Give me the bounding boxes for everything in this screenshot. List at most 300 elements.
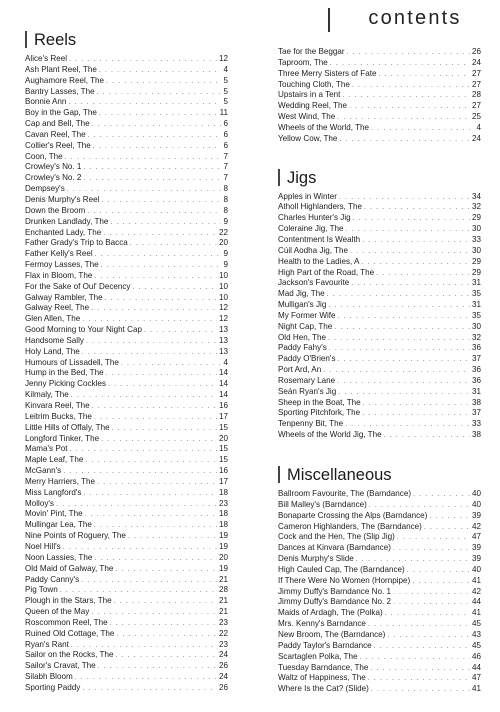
entry-title: Galway Rambler, The <box>25 292 103 302</box>
toc-entry[interactable] <box>278 608 481 619</box>
toc-entry[interactable] <box>25 347 228 358</box>
entry-title: Fermoy Lasses, The <box>25 260 99 270</box>
entry-page-number: 30 <box>471 321 481 331</box>
entry-title: Boy in the Gap, The <box>25 108 97 118</box>
dot-leader <box>328 301 470 312</box>
entry-title: Father Grady's Trip to Bacca <box>25 238 128 248</box>
toc-entry[interactable] <box>278 630 481 641</box>
toc-entry[interactable] <box>25 217 228 228</box>
entry-title: Three Merry Sisters of Fate <box>278 68 377 78</box>
dot-leader <box>108 380 217 391</box>
dot-leader <box>334 323 470 334</box>
section-heading-reels: Reels <box>25 30 228 50</box>
entry-title: Scartaglen Polka, The <box>278 651 358 661</box>
toc-entry[interactable] <box>25 401 228 412</box>
entry-page-number: 12 <box>218 303 228 313</box>
entry-page-number: 20 <box>218 238 228 248</box>
entry-page-number: 39 <box>471 543 481 553</box>
entry-title: Kinvara Reel, The <box>25 401 90 410</box>
entry-title: Bill Malley's (Barndance) <box>278 499 367 509</box>
entry-title: Noon Lassies, The <box>25 552 93 562</box>
dot-leader <box>94 413 217 424</box>
entry-title: Mullingar Lea, The <box>25 520 92 530</box>
toc-entry[interactable] <box>25 65 228 76</box>
entry-page-number: 47 <box>471 673 481 683</box>
toc-entry[interactable] <box>278 123 481 134</box>
dot-leader <box>85 456 217 467</box>
toc-entry[interactable] <box>278 576 481 587</box>
entry-page-number: 9 <box>223 249 228 259</box>
dot-leader <box>364 203 470 214</box>
entry-title: Galway Reel, The <box>25 303 90 313</box>
entry-title: Waltz of Happiness, The <box>278 673 366 683</box>
entry-page-number: 6 <box>223 119 228 129</box>
toc-entry[interactable] <box>25 683 228 694</box>
entry-page-number: 12 <box>218 314 228 324</box>
toc-entry[interactable] <box>278 235 481 246</box>
toc-entry[interactable] <box>278 112 481 123</box>
toc-entry[interactable] <box>25 108 228 119</box>
toc-entry[interactable] <box>25 509 228 520</box>
toc-entry[interactable] <box>278 80 481 91</box>
entry-page-number: 45 <box>471 619 481 629</box>
toc-entry[interactable] <box>278 134 481 145</box>
dot-leader <box>371 685 470 696</box>
dot-leader <box>75 673 217 684</box>
toc-entry[interactable] <box>278 376 481 387</box>
toc-entry[interactable] <box>25 325 228 336</box>
dot-leader <box>353 214 470 225</box>
entry-title: Cúil Aodha Jig, The <box>278 245 349 255</box>
entry-page-number: 17 <box>218 411 228 421</box>
toc-entry[interactable] <box>278 202 481 213</box>
entry-page-number: 6 <box>223 129 228 139</box>
page-title: contents <box>368 7 462 29</box>
toc-entry[interactable] <box>25 119 228 130</box>
dot-leader <box>101 261 222 272</box>
entry-page-number: 42 <box>471 586 481 596</box>
dot-leader <box>88 131 222 142</box>
entry-page-number: 12 <box>218 54 228 63</box>
dot-leader <box>106 369 217 380</box>
entry-page-number: 31 <box>471 300 481 310</box>
entry-page-number: 46 <box>471 651 481 661</box>
entry-title: New Broom, The (Barndance) <box>278 629 386 639</box>
toc-entry[interactable] <box>25 195 228 206</box>
entry-page-number: 31 <box>471 278 481 288</box>
toc-entry[interactable] <box>25 336 228 347</box>
entry-title: Handsome Sally <box>25 335 84 345</box>
toc-entry[interactable] <box>25 184 228 195</box>
entry-page-number: 14 <box>218 379 228 389</box>
toc-entry[interactable] <box>278 58 481 69</box>
entry-page-number: 14 <box>218 390 228 400</box>
dot-leader <box>81 576 217 587</box>
toc-entry[interactable] <box>278 101 481 112</box>
dot-leader <box>352 81 470 92</box>
toc-entry[interactable] <box>278 641 481 652</box>
entry-page-number: 47 <box>471 532 481 542</box>
entry-title: Humours of Lissadell, The <box>25 357 119 367</box>
toc-entry[interactable] <box>278 684 481 695</box>
toc-entry[interactable] <box>25 282 228 293</box>
toc-entry[interactable] <box>25 672 228 683</box>
toc-entry[interactable] <box>25 130 228 141</box>
entry-title: Where Is the Cat? (Slide) <box>278 684 369 694</box>
toc-entry[interactable] <box>278 268 481 279</box>
toc-entry[interactable] <box>25 97 228 108</box>
dot-leader <box>393 588 470 599</box>
entry-title: Upstairs in a Tent <box>278 90 341 100</box>
toc-entry[interactable] <box>278 343 481 354</box>
dot-leader <box>98 662 217 673</box>
entry-title: Night Cap, The <box>278 321 333 331</box>
toc-entry[interactable] <box>25 520 228 531</box>
toc-entry[interactable] <box>278 387 481 398</box>
toc-entry[interactable] <box>278 522 481 533</box>
toc-entry[interactable] <box>25 564 228 575</box>
toc-entry[interactable] <box>25 303 228 314</box>
toc-entry[interactable] <box>278 663 481 674</box>
entry-title: Wheels of the World Jig, The <box>278 430 382 440</box>
entry-title: Merry Harriers, The <box>25 476 96 486</box>
entry-page-number: 19 <box>218 541 228 551</box>
entry-page-number: 30 <box>471 245 481 255</box>
toc-entry[interactable] <box>25 444 228 455</box>
entry-page-number: 20 <box>218 433 228 443</box>
toc-entry[interactable] <box>278 246 481 257</box>
dot-leader <box>384 431 470 442</box>
entry-page-number: 9 <box>223 216 228 226</box>
toc-entry[interactable] <box>25 368 228 379</box>
entry-page-number: 28 <box>471 90 481 100</box>
toc-entry[interactable] <box>25 499 228 510</box>
toc-entry[interactable] <box>25 531 228 542</box>
entry-title: Touching Cloth, The <box>278 79 350 89</box>
toc-entry[interactable] <box>278 311 481 322</box>
toc-entry[interactable] <box>278 192 481 203</box>
toc-entry[interactable] <box>278 652 481 663</box>
dot-leader <box>376 269 470 280</box>
toc-entry[interactable] <box>25 173 228 184</box>
dot-leader <box>121 359 222 370</box>
dot-leader <box>112 424 217 435</box>
dot-leader <box>115 565 217 576</box>
entry-title: Leitrim Bucks, The <box>25 411 92 421</box>
toc-entry[interactable] <box>278 565 481 576</box>
entry-title: Bantry Lasses, The <box>25 86 95 96</box>
entry-page-number: 43 <box>471 629 481 639</box>
toc-entry[interactable] <box>278 500 481 511</box>
toc-entry[interactable] <box>25 553 228 564</box>
dot-leader <box>371 124 474 135</box>
entry-page-number: 8 <box>223 194 228 204</box>
dot-leader <box>361 258 470 269</box>
entry-title: Longford Tinker, The <box>25 433 100 443</box>
entry-title: Old Maid of Galway, The <box>25 563 114 573</box>
entry-title: Noel Hill's <box>25 541 61 551</box>
toc-entry[interactable] <box>25 585 228 596</box>
toc-entry[interactable] <box>278 511 481 522</box>
entry-title: Jenny Picking Cockles <box>25 379 106 389</box>
entry-page-number: 33 <box>471 234 481 244</box>
right-column <box>278 47 481 695</box>
toc-entry[interactable] <box>278 354 481 365</box>
dot-leader <box>83 163 221 174</box>
entry-page-number: 25 <box>471 112 481 122</box>
entry-page-number: 33 <box>471 419 481 429</box>
entry-title: For the Sake of Oul' Decency <box>25 281 131 291</box>
entry-page-number: 38 <box>471 397 481 407</box>
entry-page-number: 36 <box>471 365 481 375</box>
toc-entry[interactable] <box>278 398 481 409</box>
entry-page-number: 21 <box>218 574 228 584</box>
entry-page-number: 14 <box>218 368 228 378</box>
entry-title: Paddy Canny's <box>25 574 80 584</box>
toc-entry[interactable] <box>25 379 228 390</box>
toc-entry[interactable] <box>278 408 481 419</box>
entry-page-number: 16 <box>218 401 228 410</box>
toc-entry[interactable] <box>25 228 228 239</box>
entry-page-number: 45 <box>471 640 481 650</box>
section-heading-jigs: Jigs <box>278 168 481 188</box>
entry-title: Hump in the Bed, The <box>25 368 104 378</box>
toc-entry[interactable] <box>278 619 481 630</box>
toc-entry[interactable] <box>278 213 481 224</box>
entry-page-number: 30 <box>471 224 481 234</box>
toc-entry[interactable] <box>278 543 481 554</box>
toc-entry[interactable] <box>278 90 481 101</box>
entry-title: My Former Wife <box>278 310 336 320</box>
toc-entry[interactable] <box>278 322 481 333</box>
toc-entry[interactable] <box>278 278 481 289</box>
entry-page-number: 9 <box>223 260 228 270</box>
toc-entry[interactable] <box>25 640 228 651</box>
dot-leader <box>71 391 217 402</box>
dot-leader <box>92 402 217 413</box>
entry-title: If There Were No Women (Hornpipe) <box>278 575 411 585</box>
dot-leader <box>397 533 470 544</box>
entry-page-number: 37 <box>471 408 481 418</box>
toc-entry[interactable] <box>25 575 228 586</box>
toc-entry[interactable] <box>25 152 228 163</box>
toc-entry[interactable] <box>278 333 481 344</box>
entry-title: Down the Broom <box>25 205 86 215</box>
toc-entry[interactable] <box>278 257 481 268</box>
dot-leader <box>101 196 221 207</box>
toc-entry[interactable] <box>25 293 228 304</box>
entry-page-number: 10 <box>218 281 228 291</box>
toc-entry[interactable] <box>25 607 228 618</box>
toc-entry[interactable] <box>278 597 481 608</box>
toc-entry[interactable] <box>25 423 228 434</box>
toc-entry[interactable] <box>25 466 228 477</box>
toc-entry[interactable] <box>25 434 228 445</box>
entry-title: Paddy O'Brien's <box>278 354 336 364</box>
entry-title: Plough in the Stars, The <box>25 596 112 606</box>
entry-page-number: 11 <box>219 108 228 118</box>
entry-title: Seán Ryan's Jig <box>278 386 337 396</box>
dot-leader <box>97 478 217 489</box>
toc-entry[interactable] <box>278 224 481 235</box>
entry-page-number: 24 <box>471 57 481 67</box>
toc-entry[interactable] <box>25 271 228 282</box>
dot-leader <box>144 326 217 337</box>
entry-title: Maids of Ardagh, The (Polka) <box>278 608 383 618</box>
toc-entry[interactable] <box>25 87 228 98</box>
entry-title: Sheep in the Boat, The <box>278 397 361 407</box>
entry-title: Flax in Bloom, The <box>25 270 93 280</box>
dot-leader <box>337 377 470 388</box>
toc-entry[interactable] <box>25 314 228 325</box>
dot-leader <box>110 619 217 630</box>
toc-entry[interactable] <box>278 673 481 684</box>
toc-entry[interactable] <box>25 358 228 369</box>
entry-page-number: 38 <box>471 430 481 440</box>
entry-page-number: 35 <box>471 310 481 320</box>
toc-entry[interactable] <box>278 554 481 565</box>
entry-page-number: 41 <box>471 684 481 694</box>
dot-leader <box>323 366 470 377</box>
dot-leader <box>393 598 470 609</box>
entry-title: Collier's Reel, The <box>25 140 91 150</box>
dot-leader <box>368 674 470 685</box>
entry-title: Jimmy Duffy's Barndance No. 1 <box>278 586 391 596</box>
entry-title: Denis Murphy's Slide <box>278 554 354 564</box>
entry-page-number: 23 <box>218 498 228 508</box>
entry-page-number: 15 <box>218 455 228 465</box>
entry-title: Tuesday Barndance, The <box>278 662 369 672</box>
entry-page-number: 15 <box>218 444 228 454</box>
dot-leader <box>370 664 470 675</box>
entry-title: Sailor on the Rocks, The <box>25 650 114 660</box>
toc-entry[interactable] <box>25 455 228 466</box>
toc-entry[interactable] <box>278 289 481 300</box>
dot-leader <box>101 435 217 446</box>
toc-entry[interactable] <box>25 596 228 607</box>
entry-title: Pig Town <box>25 585 58 595</box>
entry-page-number: 5 <box>223 75 228 85</box>
entry-page-number: 7 <box>223 162 228 172</box>
entry-title: Queen of the May <box>25 607 90 617</box>
entry-title: Movin' Pint, The <box>25 509 83 519</box>
toc-entry[interactable] <box>25 661 228 672</box>
entry-page-number: 44 <box>471 597 481 607</box>
toc-entry[interactable] <box>278 489 481 500</box>
dot-leader <box>99 66 222 77</box>
entry-page-number: 24 <box>218 672 228 682</box>
toc-entry[interactable] <box>25 238 228 249</box>
dot-leader <box>65 153 222 164</box>
entry-title: Crowley's No. 2 <box>25 173 82 183</box>
toc-entry[interactable] <box>278 69 481 80</box>
dot-leader <box>379 70 470 81</box>
toc-entry[interactable] <box>25 629 228 640</box>
entry-title: High Part of the Road, The <box>278 267 375 277</box>
toc-entry[interactable] <box>25 488 228 499</box>
toc-entry[interactable] <box>25 260 228 271</box>
dot-leader <box>128 532 217 543</box>
toc-entry[interactable] <box>278 419 481 430</box>
section-heading-miscellaneous: Miscellaneous <box>278 465 481 485</box>
entry-title: Apples in Winter <box>278 191 337 201</box>
toc-entry[interactable] <box>278 532 481 543</box>
entry-title: Wedding Reel, The <box>278 101 347 111</box>
toc-entry[interactable] <box>25 54 228 65</box>
entry-title: Miss Langford's <box>25 487 82 497</box>
dot-leader <box>114 597 217 608</box>
toc-entry[interactable] <box>25 618 228 629</box>
toc-entry[interactable] <box>278 365 481 376</box>
entry-page-number: 40 <box>471 499 481 509</box>
entry-page-number: 35 <box>471 289 481 299</box>
entry-title: Paddy Taylor's Barndance <box>278 640 372 650</box>
dot-leader <box>338 312 470 323</box>
toc-entry[interactable] <box>25 162 228 173</box>
left-column <box>25 30 228 694</box>
header-divider <box>328 8 330 32</box>
entry-page-number: 18 <box>218 520 228 530</box>
dot-leader <box>338 355 470 366</box>
toc-entry[interactable] <box>25 477 228 488</box>
toc-entry[interactable] <box>25 650 228 661</box>
entry-title: Tae for the Beggar <box>278 47 345 56</box>
entry-title: Maple Leaf, The <box>25 455 84 465</box>
dot-leader <box>351 279 470 290</box>
entry-title: Good Morning to Your Night Cap <box>25 325 142 335</box>
entry-title: Roscommon Reel, The <box>25 617 108 627</box>
dot-leader <box>92 120 222 131</box>
entry-page-number: 31 <box>471 386 481 396</box>
toc-entry[interactable] <box>278 300 481 311</box>
entry-page-number: 13 <box>218 346 228 356</box>
dot-leader <box>328 334 470 345</box>
toc-entry[interactable] <box>25 141 228 152</box>
toc-entry[interactable] <box>25 76 228 87</box>
entry-page-number: 19 <box>218 563 228 573</box>
entry-page-number: 8 <box>223 205 228 215</box>
toc-entry[interactable] <box>278 587 481 598</box>
toc-entry[interactable] <box>278 430 481 441</box>
entry-title: Mama's Pot <box>25 444 68 454</box>
toc-entry[interactable] <box>25 249 228 260</box>
toc-entry[interactable] <box>25 542 228 553</box>
dot-leader <box>327 290 470 301</box>
dot-leader <box>346 225 470 236</box>
entry-page-number: 32 <box>471 332 481 342</box>
dot-leader <box>110 218 221 229</box>
toc-entry[interactable] <box>278 47 481 58</box>
entry-title: Jimmy Duffy's Barndance No. 2 <box>278 597 391 607</box>
entry-title: Mulligan's Jig <box>278 300 327 310</box>
entry-page-number: 17 <box>218 476 228 486</box>
entry-title: Father Kelly's Reel <box>25 249 93 259</box>
entry-title: Cock and the Hen, The (Slip Jig) <box>278 532 395 542</box>
entry-page-number: 29 <box>471 256 481 266</box>
entry-page-number: 7 <box>223 173 228 183</box>
entry-title: Tenpenny Bit, The <box>278 419 344 429</box>
toc-entry[interactable] <box>25 412 228 423</box>
entry-title: Drunken Landlady, The <box>25 216 109 226</box>
toc-entry[interactable] <box>25 390 228 401</box>
entry-title: Atholl Highlanders, The <box>278 202 362 212</box>
entry-page-number: 32 <box>471 202 481 212</box>
entry-page-number: 15 <box>218 422 228 432</box>
entry-page-number: 42 <box>471 521 481 531</box>
entry-title: Contentment Is Wealth <box>278 234 361 244</box>
entry-title: Molloy's <box>25 498 54 508</box>
toc-entry[interactable] <box>25 206 228 217</box>
